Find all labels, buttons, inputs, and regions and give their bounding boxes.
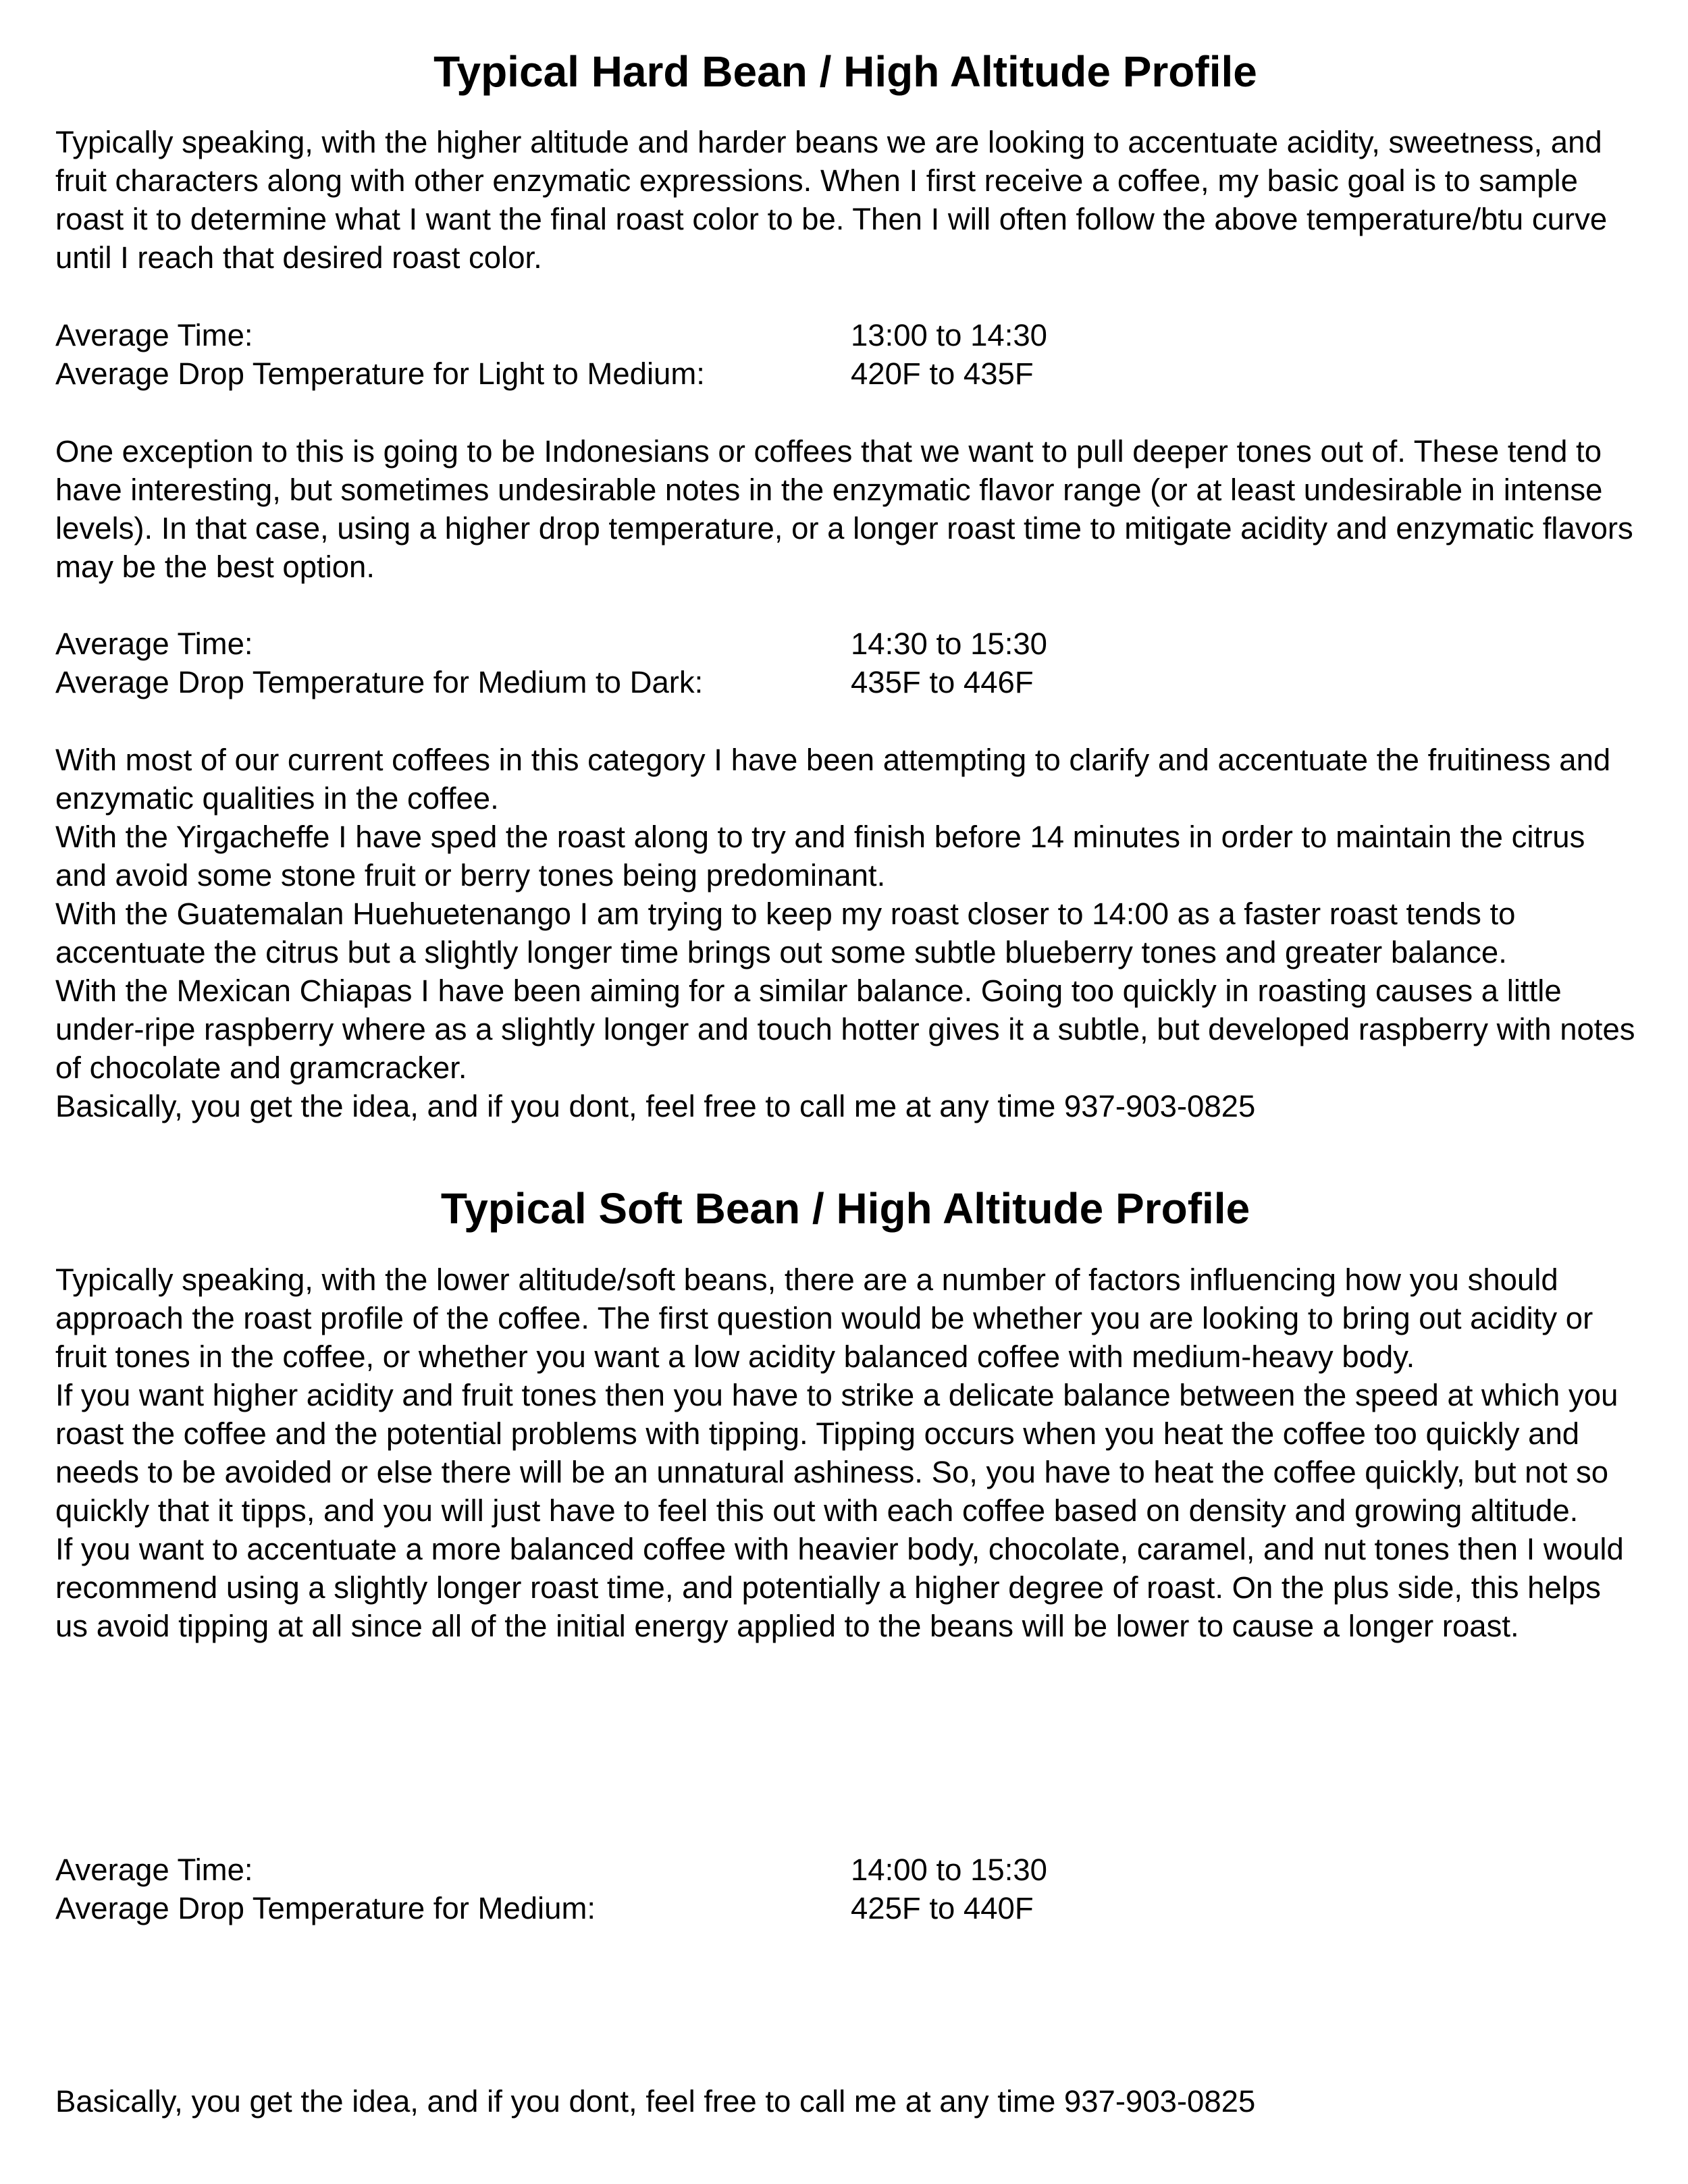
section-2-stats-medium (55, 1850, 1635, 1927)
stat-label: Average Drop Temperature for Medium: (55, 1891, 596, 1925)
body-paragraph: Typically speaking, with the lower altitude/soft beans, there are a number of factors influencing how you should approach the roast profile of the coffee. The first question would be whether you are looking to bring out acidity or fruit tones in the coffee, or whether you want a low acidity balanced coffee with medium-heavy body. (55, 1262, 1593, 1374)
stat-value: 425F to 440F (851, 1891, 1034, 1925)
stat-label: Average Drop Temperature for Light to Medium: (55, 356, 705, 391)
section-1-stats-light-medium (55, 316, 1635, 393)
closing-note: Basically, you get the idea, and if you dont, feel free to call me at any time 937-903-0825 (55, 2084, 1256, 2119)
stat-row-drop-temperature (55, 354, 1635, 393)
note-paragraph: Basically, you get the idea, and if you dont, feel free to call me at any time 937-903-0825 (55, 1089, 1256, 1123)
intro-text: Typically speaking, with the higher altitude and harder beans we are looking to accentuate acidity, sweetness, and fruit characters along with other enzymatic expressions. When I first receive a coffee, my basic goal is to sample roast it to determine what I want the final roast color to be. Then I will often follow the above temperature/btu curve until I reach that desired roast color. (55, 125, 1608, 275)
stat-label: Average Time: (55, 1853, 253, 1887)
section-1-notes (55, 741, 1635, 1125)
stat-value: 14:00 to 15:30 (851, 1853, 1047, 1887)
stat-row-average-time (55, 624, 1635, 663)
stat-value: 13:00 to 14:30 (851, 318, 1047, 352)
section-1-exception (55, 432, 1635, 586)
note-paragraph: With the Mexican Chiapas I have been aiming for a similar balance. Going too quickly in roasting causes a little under-ripe raspberry where as a slightly longer and touch hotter gives it a subtle, but developed raspberry with notes of chocolate and gramcracker. (55, 974, 1635, 1085)
stat-row-average-time (55, 1850, 1635, 1889)
stat-value: 14:30 to 15:30 (851, 627, 1047, 661)
stat-row-drop-temperature (55, 1889, 1635, 1927)
section-1-stats-medium-dark (55, 624, 1635, 701)
section-1-title: Typical Hard Bean / High Altitude Profile (433, 47, 1257, 96)
section-1-intro (55, 123, 1635, 277)
note-paragraph: With most of our current coffees in this category I have been attempting to clarify and accentuate the fruitiness and enzymatic qualities in the coffee. (55, 743, 1611, 816)
stat-label: Average Time: (55, 627, 253, 661)
note-paragraph: With the Guatemalan Huehuetenango I am trying to keep my roast closer to 14:00 as a faster roast tends to accentuate the citrus but a slightly longer time brings out some subtle blueberry tones and greater balance. (55, 897, 1516, 969)
body-paragraph: If you want higher acidity and fruit tones then you have to strike a delicate balance between the speed at which you roast the coffee and the potential problems with tipping. Tipping occurs when you heat the coffee too quickly and needs to be avoided or else there will be an unnatural ashiness. So, you have to heat the coffee quickly, but not so quickly that it tipps, and you will just have to feel this out with each coffee based on density and growing altitude. (55, 1378, 1618, 1528)
stat-value: 420F to 435F (851, 356, 1034, 391)
section-2-body (55, 1260, 1635, 1645)
stat-label: Average Time: (55, 318, 253, 352)
body-paragraph: If you want to accentuate a more balanced coffee with heavier body, chocolate, caramel, and nut tones then I would recommend using a slightly longer roast time, and potentially a higher degree of roast. On the plus side, this helps us avoid tipping at all since all of the initial energy applied to the beans will be lower to cause a longer roast. (55, 1532, 1624, 1643)
stat-label: Average Drop Temperature for Medium to Dark: (55, 665, 704, 699)
stat-row-average-time (55, 316, 1635, 354)
section-2-title: Typical Soft Bean / High Altitude Profile (440, 1184, 1250, 1233)
stat-row-drop-temperature (55, 663, 1635, 701)
stat-value: 435F to 446F (851, 665, 1034, 699)
note-paragraph: With the Yirgacheffe I have sped the roast along to try and finish before 14 minutes in order to maintain the citrus and avoid some stone fruit or berry tones being predominant. (55, 820, 1585, 893)
exception-text: One exception to this is going to be Indonesians or coffees that we want to pull deeper tones out of. These tend to have interesting, but sometimes undesirable notes in the enzymatic flavor range (or at least undesirable in intense levels). In that case, using a higher drop temperature, or a longer roast time to mitigate acidity and enzymatic flavors may be the best option. (55, 434, 1633, 584)
